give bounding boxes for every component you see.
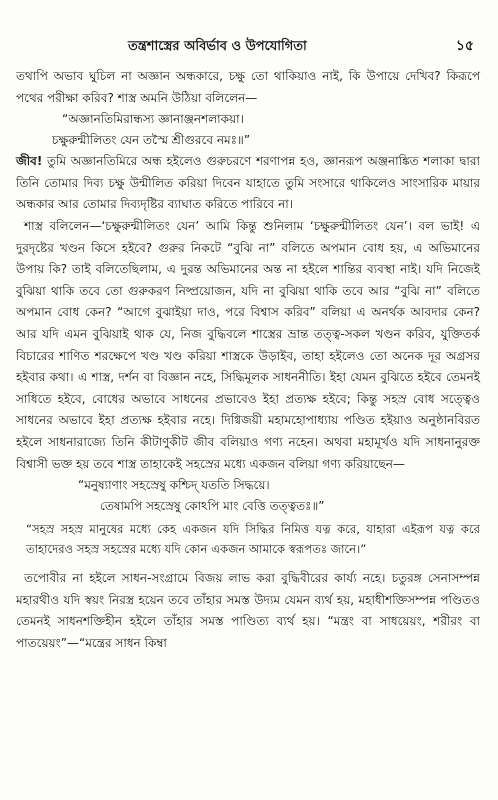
spacer <box>16 559 480 562</box>
running-title: তন্ত্রশাস্ত্রের অবির্ভাব ও উপযোগিতা <box>128 39 307 54</box>
paragraph-2 <box>16 151 480 216</box>
paragraph-2-lead: জীব! <box>16 154 43 169</box>
paragraph-1: তথাপি অভাব ঘুচিল না অজ্ঞান অন্ধকারে, চক্ষু তো থাকিয়াও নাই, কি উপায়ে দেখিব? কিরূপে পথের পরীক্ষা করিব? শাস্ত্র অমনি উঠিয়া বলিলেন— <box>16 69 480 105</box>
paragraph-3: শাস্ত্র বলিলেন—‘চক্ষুরুন্মীলিতং যেন’ আমি কিন্তু শুনিলাম ‘চক্ষুরুন্মীলিতং যেন’। বল ভাই! এ দুরদৃষ্টের খণ্ডন কিসে হইবে? গুরুর নিকটে “বুঝি না” বলিতে অপমান বোধ হয়, এ অভিমানের উপায় কি? তাই বলিতেছিলাম, এ দুরন্ত অভিমানের অন্ত না হইলে শান্তির ব্যবস্থা নাই। যদি নিজেই বুঝিয়া থাকি তবে তো গুরুকরণ নিষ্প্রয়োজন, যদি না বুঝিয়া থাকি তবে আর “বুঝি না” বলিতে অপমান বোধ কেন? “আগে বুঝাইয়া দাও, পরে বিশ্বাস করিব” বলিয়া এ অনর্থক আবদার কেন? আর যদি এমন বুঝিয়াই থাক যে, নিজ বুদ্ধিবলে শাস্ত্রের ভ্রান্ত তত্ত্ব-সকল খণ্ডন করিব, যুক্তিতর্ক বিচারের শাণিত শরক্ষেপে খণ্ড খণ্ড করিয়া শাস্ত্রকে উড়াইব, তাহা হইলেও তো অনেক দূর অগ্রসর হইবার কথা। এ শাস্ত্র, দর্শন বা বিজ্ঞান নহে, সিদ্ধিমূলক সাধননীতি। ইহা যেমন বুঝিতে হইবে তেমনই সাধিতে হইবে, বোধের অভাবে সাধনের প্রভাবেও ইহা প্রত্যক্ষ হইবে; কিন্তু সহস্র বোধ সত্ত্বেও সাধনের অভাবে ইহা প্রত্যক্ষ হইবার নহে। দিগ্বিজয়ী মহামহোপাধ্যায় পণ্ডিত হইয়াও অনুষ্ঠানবিরত হইলে সাধনারাজ্যে তিনি কীটাণুকীট জীব বলিয়াও গণ্য নহেন। অথবা মহামূর্খও যদি সাধনানুরক্ত বিশ্বাসী ভক্ত হয় তবে শাস্ত্র তাহাকেই সহস্রের মধ্যে একজন বলিয়া গণ্য করিয়াছেন— <box>16 218 480 471</box>
sanskrit-verse-2-line-1: “মনুষ্যাণাং সহস্রেষু কশ্চিদ্ যততি সিদ্ধয়ে। <box>78 478 270 493</box>
verse-translation: “সহস্র সহস্র মানুষের মধ্যে কেহ একজন যদি সিদ্ধির নিমিত্ত যত্ন করে, যাহারা এইরূপ যত্ন করে তাহাদেরও সহস্র সহস্রের মধ্যে যদি কোন একজন আমাকে স্বরূপতঃ জানে।” <box>26 522 480 557</box>
paragraph-2-body: তুমি অজ্ঞানতিমিরে অন্ধ হইলেও গুরুচরণে শরণাপন্ন হও, জ্ঞানরূপ অঞ্জনাঙ্কিত শলাকা দ্বারা তিনি তোমার দিব্য চক্ষু উন্মীলিত করিয়া দিবেন যাহাতে তুমি সংসারে থাকিলেও সাংসারিক মায়ার অন্ধকার আর তোমার দিব্যদৃষ্টির ব্যাঘাত করিতে পারিবে না। <box>16 154 480 212</box>
page-number: ১৫ <box>455 38 474 54</box>
sanskrit-verse-1-line-1: “অজ্ঞানতিমিরান্ধস্য জ্ঞানাঞ্জনশলাকয়া। <box>62 112 244 127</box>
page-header <box>16 34 480 58</box>
paragraph-5: তপোবীর না হইলে সাধন-সংগ্রামে বিজয় লাভ করা বুদ্ধিবীরের কার্য্য নহে। চতুরঙ্গ সেনাসম্পন্ন মহারথীও যদি স্বয়ং নিরস্ত্র হয়েন তবে তাঁহার সমস্ত উদ্যম যেমন ব্যর্থ হয়, মহাধীশক্তিসম্পন্ন পণ্ডিতও তেমনই সাধনশক্তিহীন হইলে তাঁহার সমস্ত পাণ্ডিত্য ব্যর্থ হয়। “মন্ত্রং বা সাধয়েয়ং, শরীরং বা পাতয়েয়ং”—“মন্ত্রের সাধন কিম্বা <box>16 571 480 650</box>
sanskrit-verse-2-line-2: তেষামপি সহস্রেষু কোঽপি মাং বেত্তি তত্ত্বতঃ॥” <box>100 499 325 514</box>
sanskrit-verse-1-line-2: চক্ষুরুন্মীলিতং যেন তস্মৈ শ্রীগুরবে নমঃ॥” <box>52 133 251 148</box>
